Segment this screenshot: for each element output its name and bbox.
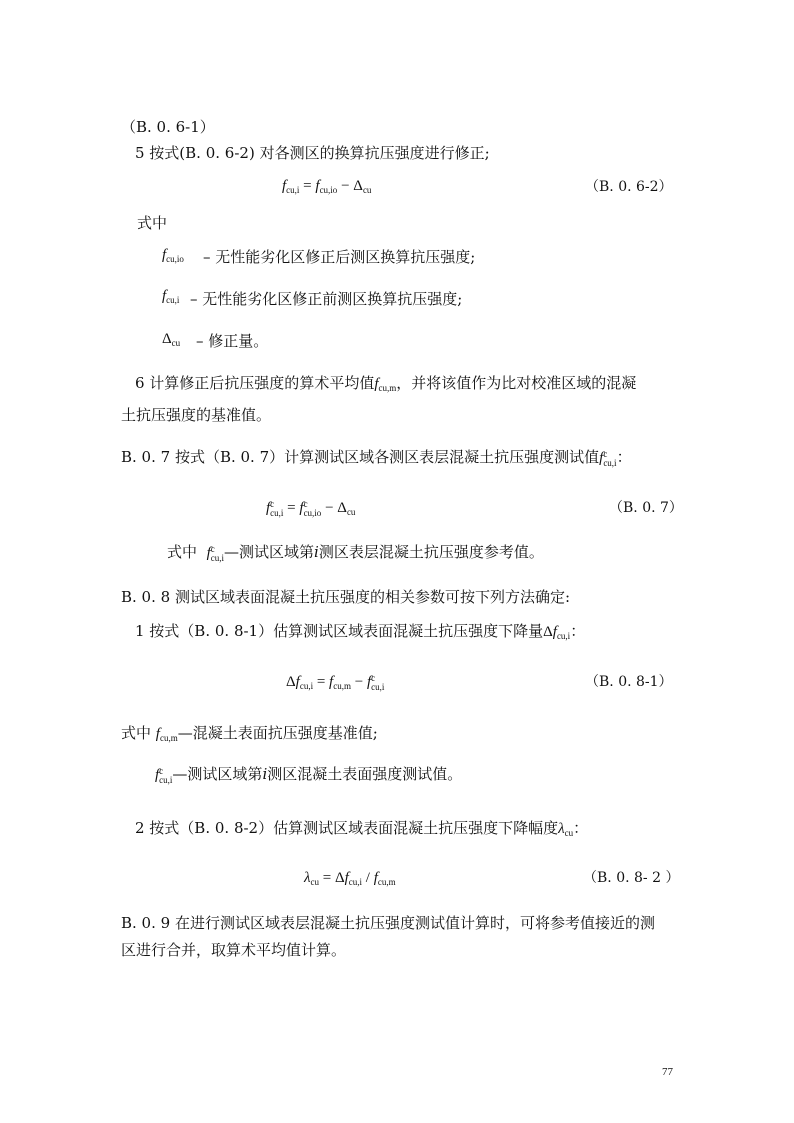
item-6-line2: 土抗压强度的基准值。 [121, 406, 272, 424]
b09-line2: 区进行合并，取算术平均值计算。 [121, 941, 347, 959]
equation-number-b06-2: （B. 0. 6-2） [585, 179, 673, 195]
equation-b08-2: $\lambda_{cu} = \Delta f_{cu,i} / f_{cu,m}$ [304, 870, 396, 887]
equation-number-b08-2: （B. 0. 8- 2 ） [583, 870, 680, 886]
def1-symbol: $f_{cu,io}$ [162, 247, 184, 264]
b07-heading: B. 0. 7 按式（B. 0. 7）计算测试区域各测区表层混凝土抗压强度测试值f c cu,i ： [121, 448, 632, 468]
item-6-line1: 6 计算修正后抗压强度的算术平均值$f_{cu,m}$，并将该值作为比对校准区域的混凝 [135, 374, 637, 393]
def3-text: – 修正量。 [196, 332, 269, 350]
b08-def-fcui: f c cu,i —测试区域第i测区混凝土表面强度测试值。 [155, 765, 463, 785]
item-5-text: 5 按式(B. 0. 6-2) 对各测区的换算抗压强度进行修正; [135, 144, 490, 162]
b09-line1: B. 0. 9 在进行测试区域表层混凝土抗压强度测试值计算时，可将参考值接近的测 [121, 914, 655, 932]
equation-number-b07: （B. 0. 7） [609, 500, 683, 516]
page-number: 77 [662, 1066, 673, 1078]
b08-item-2: 2 按式（B. 0. 8-2）估算测试区域表面混凝土抗压强度下降幅度$\lambda_{cu}$： [135, 819, 589, 838]
equation-number-b06-1: （B. 0. 6-1） [121, 118, 215, 136]
equation-b08-1: $\Delta f_{cu,i} = f_{cu,m} - f$ c cu,i [286, 672, 385, 692]
def1-text: – 无性能劣化区修正后测区换算抗压强度; [203, 248, 476, 266]
b08-def-fcum: 式中 $f_{cu,m}—$混凝土表面抗压强度基准值; [121, 724, 378, 743]
shizhong-label: 式中 [137, 214, 168, 232]
equation-b07: f c cu,i = f c cu,io − $\Delta_{cu}$ [266, 498, 356, 518]
equation-b06-2: $f_{cu,i} = f_{cu,io} - \Delta_{cu}$ [282, 178, 372, 195]
b07-definition: 式中 f c cu,i —测试区域第i测区表层混凝土抗压强度参考值。 [167, 543, 544, 563]
equation-number-b08-1: （B. 0. 8-1） [585, 674, 673, 690]
b08-item-1: 1 按式（B. 0. 8-1）估算测试区域表面混凝土抗压强度下降量$\Delta f_{cu,i}$： [135, 622, 586, 641]
def2-symbol: $f_{cu,i}$ [162, 288, 180, 305]
def2-text: – 无性能劣化区修正前测区换算抗压强度; [190, 290, 463, 308]
b08-heading: B. 0. 8 测试区域表面混凝土抗压强度的相关参数可按下列方法确定: [121, 588, 571, 606]
def3-symbol: $\Delta_{cu}$ [162, 331, 181, 348]
